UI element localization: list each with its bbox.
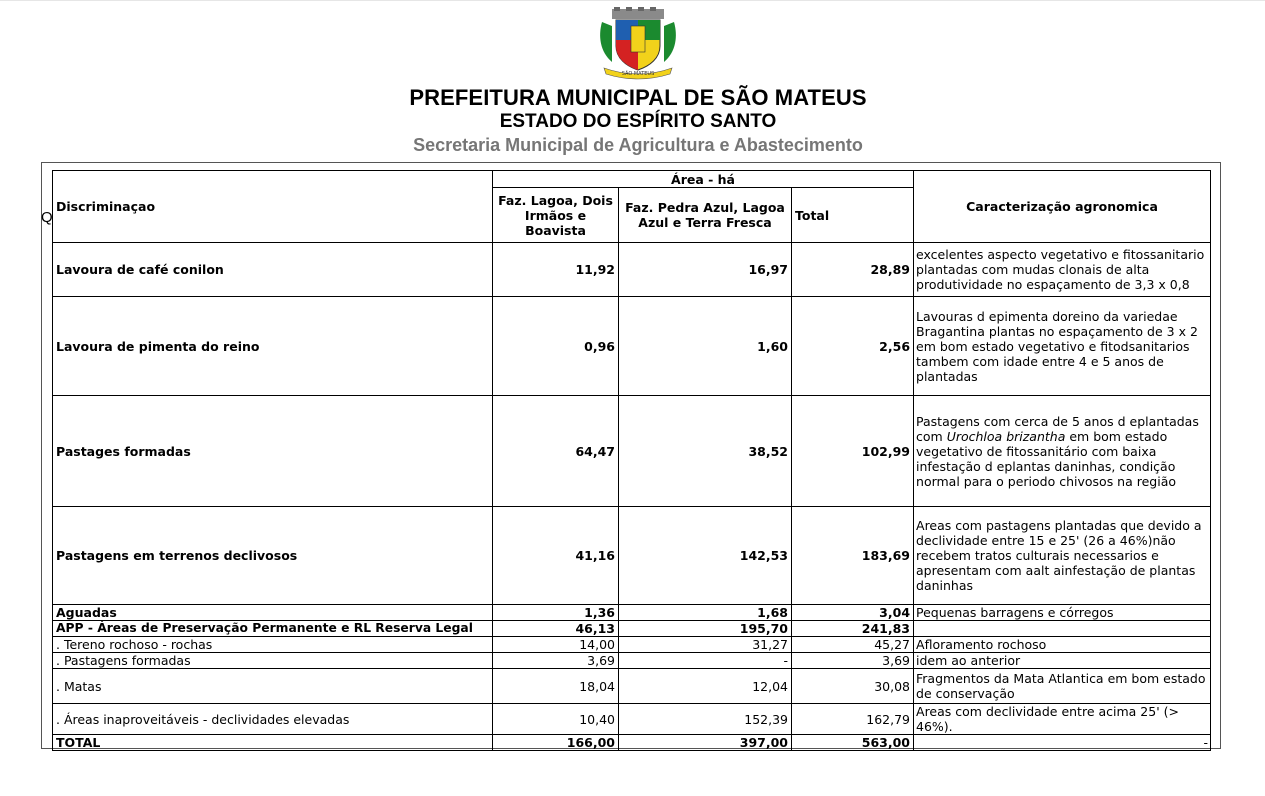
- header-discriminacao: Discriminaçao: [53, 171, 493, 243]
- row-label: Pastages formadas: [53, 396, 493, 507]
- row-faz2: 142,53: [619, 507, 792, 605]
- total-desc: -: [914, 735, 1211, 751]
- table-row: [53, 297, 1211, 396]
- row-desc: Pequenas barragens e córregos: [914, 605, 1211, 621]
- row-label: APP - Áreas de Preservação Permanente e RL Reserva Legal: [53, 621, 493, 637]
- row-total: 3,69: [792, 653, 914, 669]
- row-faz1: 64,47: [493, 396, 619, 507]
- row-desc: idem ao anterior: [914, 653, 1211, 669]
- row-label: Pastagens em terrenos declivosos: [53, 507, 493, 605]
- table-row: [53, 669, 1211, 704]
- row-label: . Pastagens formadas: [53, 653, 493, 669]
- row-desc: excelentes aspecto vegetativo e fitossanitario plantadas com mudas clonais de alta produtividade no espaçamento de 3,3 x 0,8: [914, 243, 1211, 297]
- row-total: 102,99: [792, 396, 914, 507]
- total-total: 563,00: [792, 735, 914, 751]
- row-desc: [914, 621, 1211, 637]
- table-row: [53, 621, 1211, 637]
- row-total: 45,27: [792, 637, 914, 653]
- table-row: [53, 243, 1211, 297]
- row-desc: Areas com pastagens plantadas que devido a declividade entre 15 e 25' (26 a 46%)não recebem tratos culturais necessarios e apresentam com aalt ainfestação de plantas daninhas: [914, 507, 1211, 605]
- row-faz2: 16,97: [619, 243, 792, 297]
- row-desc: [914, 396, 1211, 507]
- row-faz1: 46,13: [493, 621, 619, 637]
- row-desc: Afloramento rochoso: [914, 637, 1211, 653]
- total-label: TOTAL: [53, 735, 493, 751]
- row-total: 3,04: [792, 605, 914, 621]
- row-desc-part: em bom estado vegetativo de fitossanitário com baixa infestação d eplantas daninhas, condição normal para o periodo chivosos na região: [916, 428, 1177, 489]
- row-desc: Lavouras d epimenta doreino da variedae Bragantina plantas no espaçamento de 3 x 2 em bom estado vegetativo e fitodsanitarios tambem com idade entre 4 e 5 anos de plantadas: [914, 297, 1211, 396]
- row-faz1: 14,00: [493, 637, 619, 653]
- row-faz1: 11,92: [493, 243, 619, 297]
- header-faz1: Faz. Lagoa, Dois Irmãos e Boavista: [493, 188, 619, 243]
- row-desc-part: Pastagens com cerca de 5 anos d eplantadas com: [916, 413, 1199, 444]
- header-faz2: Faz. Pedra Azul, Lagoa Azul e Terra Fresca: [619, 188, 792, 243]
- header-caracterizacao: Caracterização agronomica: [914, 171, 1211, 243]
- row-faz1: 41,16: [493, 507, 619, 605]
- table-row: [53, 704, 1211, 735]
- row-faz1: 0,96: [493, 297, 619, 396]
- row-faz1: 10,40: [493, 704, 619, 735]
- total-faz2: 397,00: [619, 735, 792, 751]
- state-subtitle: ESTADO DO ESPÍRITO SANTO: [499, 111, 777, 132]
- header-total: Total: [792, 188, 914, 243]
- row-label: . Tereno rochoso - rochas: [53, 637, 493, 653]
- row-faz2: -: [619, 653, 792, 669]
- row-label: . Áreas inaproveitáveis - declividades elevadas: [53, 704, 493, 735]
- row-label: . Matas: [53, 669, 493, 704]
- row-total: 30,08: [792, 669, 914, 704]
- row-desc: Areas com declividade entre acima 25' (> 46%).: [914, 704, 1211, 735]
- header-area-group: Área - há: [493, 171, 914, 188]
- table-row: [53, 653, 1211, 669]
- row-faz2: 38,52: [619, 396, 792, 507]
- row-faz1: 1,36: [493, 605, 619, 621]
- row-label: Aguadas: [53, 605, 493, 621]
- top-divider: [0, 0, 1265, 1]
- row-faz2: 1,68: [619, 605, 792, 621]
- species-name: Urochloa brizantha: [946, 428, 1066, 444]
- total-faz1: 166,00: [493, 735, 619, 751]
- row-faz2: 31,27: [619, 637, 792, 653]
- svg-text:SÃO MATEUS: SÃO MATEUS: [621, 71, 655, 77]
- row-faz2: 195,70: [619, 621, 792, 637]
- table-row: [53, 605, 1211, 621]
- row-label: Lavoura de café conilon: [53, 243, 493, 297]
- row-faz2: 152,39: [619, 704, 792, 735]
- row-desc: Fragmentos da Mata Atlantica em bom estado de conservação: [914, 669, 1211, 704]
- row-faz2: 1,60: [619, 297, 792, 396]
- row-faz1: 3,69: [493, 653, 619, 669]
- row-faz1: 18,04: [493, 669, 619, 704]
- row-faz2: 12,04: [619, 669, 792, 704]
- table-row: [53, 396, 1211, 507]
- coat-of-arms-logo: [598, 6, 678, 80]
- row-total: 183,69: [792, 507, 914, 605]
- table-header-row: [53, 171, 1211, 188]
- land-use-table: [52, 170, 1211, 751]
- row-total: 241,83: [792, 621, 914, 637]
- row-label: Lavoura de pimenta do reino: [53, 297, 493, 396]
- page-marker: Q: [41, 209, 53, 226]
- row-total: 28,89: [792, 243, 914, 297]
- row-total: 2,56: [792, 297, 914, 396]
- table-row: [53, 637, 1211, 653]
- table-row: [53, 507, 1211, 605]
- total-row: [53, 735, 1211, 751]
- page-title: PREFEITURA MUNICIPAL DE SÃO MATEUS: [409, 85, 867, 110]
- department-subtitle: Secretaria Municipal de Agricultura e Abastecimento: [413, 135, 863, 155]
- row-total: 162,79: [792, 704, 914, 735]
